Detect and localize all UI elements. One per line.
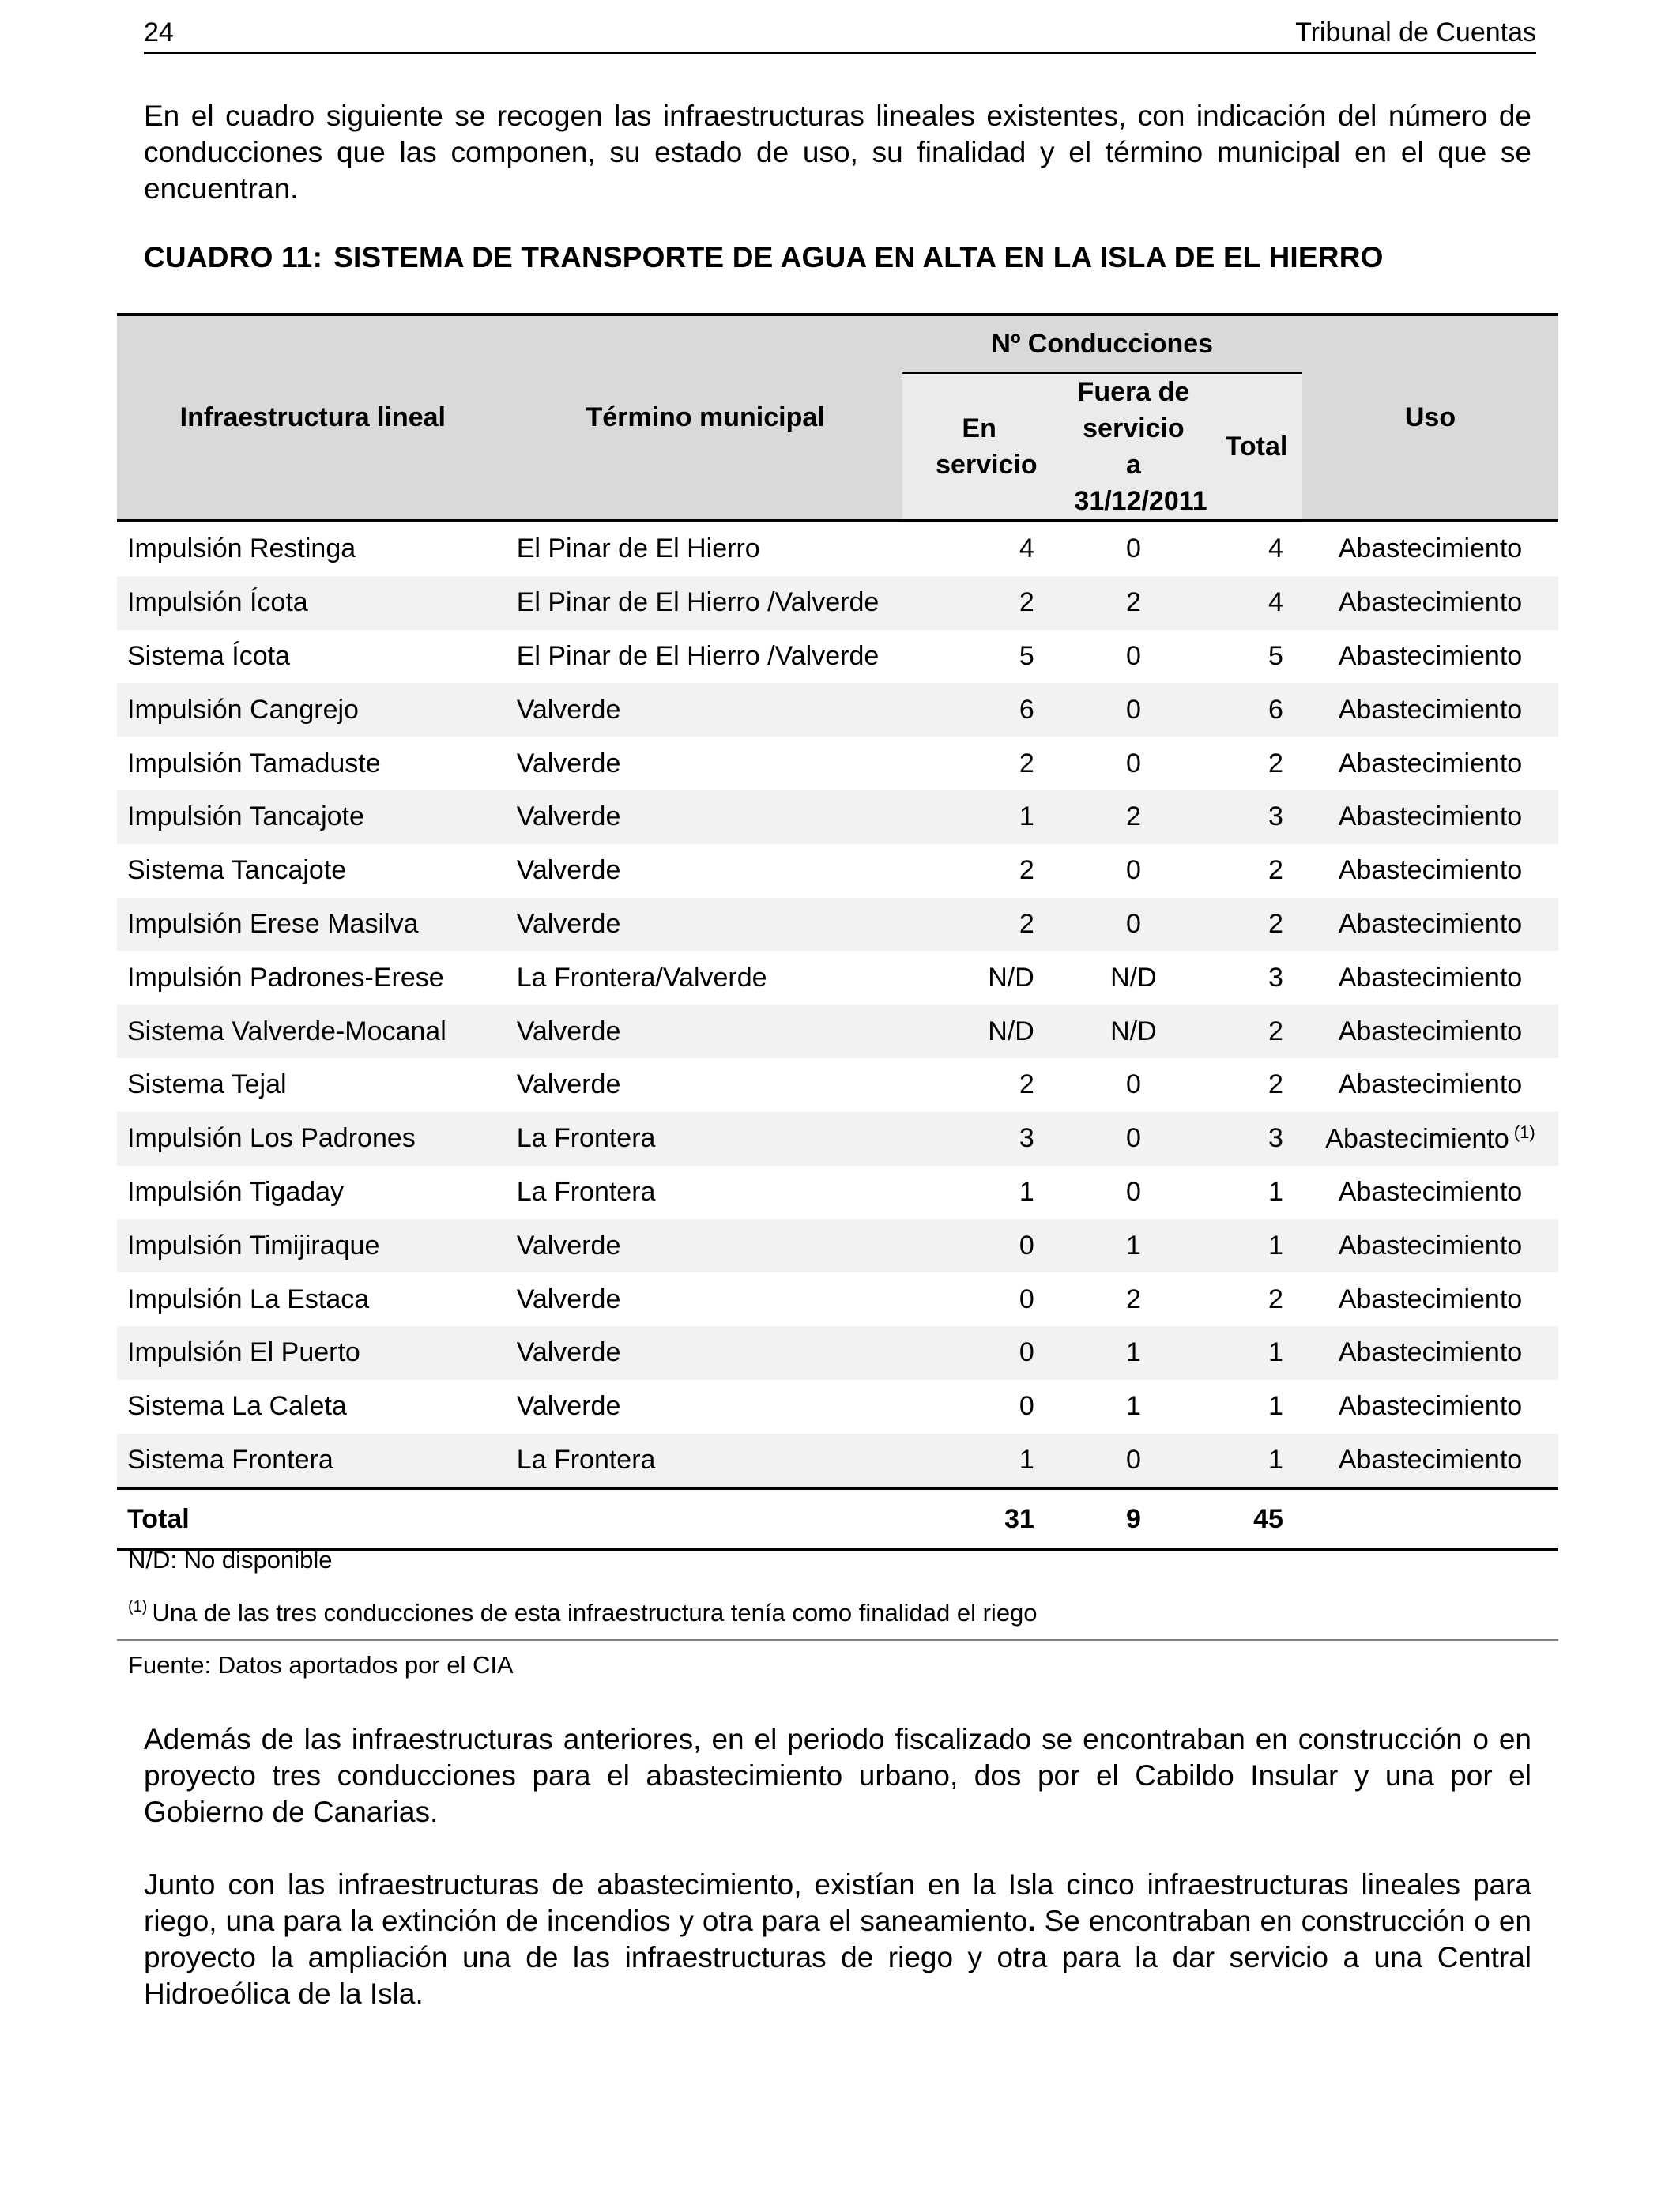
row-uso (1302, 1380, 1558, 1434)
table-title (144, 241, 1384, 274)
row-uso-text: Abastecimiento (1338, 1284, 1523, 1314)
table-row (117, 521, 1558, 576)
header-termino: Término municipal (509, 315, 902, 521)
row-fuera-servicio: 0 (1125, 1069, 1141, 1100)
table-row (117, 1112, 1558, 1166)
row-total: 2 (1268, 1284, 1283, 1314)
row-total: 3 (1211, 1112, 1302, 1166)
row-fuera-servicio: 0 (1125, 748, 1141, 778)
row-total: 2 (1211, 898, 1302, 952)
row-total: 2 (1268, 855, 1283, 886)
row-total: 2 (1211, 1005, 1302, 1058)
row-uso (1302, 683, 1558, 737)
row-total: 3 (1268, 962, 1283, 993)
row-name: Sistema La Caleta (127, 1391, 347, 1422)
row-name: Sistema Tejal (127, 1069, 287, 1100)
row-name: Sistema Frontera (117, 1434, 509, 1489)
row-name: Impulsión Cangrejo (117, 683, 509, 737)
table-title-text: SISTEMA DE TRANSPORTE DE AGUA EN ALTA EN LA ISLA DE EL HIERRO (333, 241, 1384, 273)
row-en-servicio: 1 (902, 1434, 1057, 1489)
row-total: 2 (1268, 1069, 1283, 1100)
table-row (117, 898, 1558, 952)
total-label: Total (117, 1488, 509, 1550)
row-fuera-servicio: 0 (1125, 640, 1141, 671)
table-row (117, 1219, 1558, 1272)
row-municipio: La Frontera (509, 1112, 902, 1166)
row-name: Impulsión El Puerto (117, 1326, 509, 1380)
total-fuera-servicio: 9 (1057, 1488, 1211, 1550)
table-number: CUADRO 11: (144, 241, 323, 273)
row-uso (1302, 737, 1558, 790)
row-uso-note: (1) (1513, 1122, 1535, 1143)
row-uso (1302, 898, 1558, 952)
row-municipio: Valverde (509, 1326, 902, 1380)
row-fuera-servicio: 1 (1125, 1391, 1141, 1422)
row-uso (1302, 521, 1558, 576)
row-en-servicio: 0 (902, 1219, 1057, 1272)
row-fuera-servicio: 2 (1057, 576, 1211, 630)
row-fuera-servicio: 0 (1057, 1434, 1211, 1489)
page-header (144, 16, 1536, 54)
row-uso (1302, 630, 1558, 684)
total-total: 45 (1211, 1488, 1302, 1550)
row-uso (1302, 576, 1558, 630)
table-body (117, 521, 1558, 1488)
table-row (117, 1434, 1558, 1489)
row-total: 6 (1211, 683, 1302, 737)
row-name: Impulsión Tamaduste (127, 748, 381, 778)
row-name: Impulsión Los Padrones (117, 1112, 509, 1166)
table-row (117, 844, 1558, 898)
row-fuera-servicio: 0 (1057, 1112, 1211, 1166)
water-transport-table (117, 313, 1558, 1551)
table-row (117, 1166, 1558, 1220)
row-uso-text: Abastecimiento (1338, 533, 1523, 564)
row-en-servicio: 4 (1019, 533, 1034, 564)
table-row (117, 1058, 1558, 1112)
table-row (117, 1272, 1558, 1326)
row-name: Impulsión Erese Masilva (117, 898, 509, 952)
row-uso (1302, 1112, 1558, 1166)
total-row (117, 1488, 1558, 1550)
paragraph-3-part1: Junto con las infraestructuras de abastecimiento, existían en la Isla cinco infraestructuras lineales para riego, una para la extinción de incendios y otra para el saneamiento (144, 1868, 1531, 1937)
row-municipio: Valverde (509, 790, 902, 844)
row-municipio: El Pinar de El Hierro /Valverde (516, 640, 880, 671)
row-uso-text: Abastecimiento (1338, 1069, 1523, 1100)
row-total: 1 (1268, 1176, 1283, 1207)
row-fuera-servicio: 2 (1125, 1284, 1141, 1314)
table-row (117, 1326, 1558, 1380)
row-fuera-servicio: 0 (1057, 683, 1211, 737)
row-name: Impulsión La Estaca (127, 1284, 370, 1314)
row-name: Impulsión Restinga (127, 533, 356, 564)
row-fuera-servicio: 2 (1057, 790, 1211, 844)
row-name: Impulsión Timijiraque (117, 1219, 509, 1272)
row-uso-text: Abastecimiento (1338, 587, 1523, 618)
paragraph-3 (144, 1867, 1531, 2012)
row-uso (1302, 790, 1558, 844)
source-divider (117, 1639, 1558, 1641)
row-uso-text: Abastecimiento (1338, 1391, 1523, 1422)
row-en-servicio: N/D (988, 962, 1034, 993)
row-fuera-servicio: 1 (1057, 1326, 1211, 1380)
row-uso (1302, 951, 1558, 1005)
total-en-servicio: 31 (902, 1488, 1057, 1550)
footnote (128, 1598, 1038, 1627)
row-municipio: La Frontera (509, 1434, 902, 1489)
header-en-servicio: En servicio (902, 373, 1057, 521)
row-municipio: Valverde (516, 748, 621, 778)
row-name: Impulsión Tancajote (117, 790, 509, 844)
row-uso-text: Abastecimiento (1338, 1176, 1523, 1207)
footnote-marker: (1) (128, 1598, 148, 1615)
row-uso-text: Abastecimiento (1338, 1230, 1523, 1261)
row-uso (1302, 1219, 1558, 1272)
row-en-servicio: 1 (902, 790, 1057, 844)
row-fuera-servicio: 0 (1057, 898, 1211, 952)
row-uso-text: Abastecimiento (1325, 1124, 1509, 1155)
row-total: 1 (1211, 1219, 1302, 1272)
row-uso-text: Abastecimiento (1338, 908, 1523, 939)
row-en-servicio: 0 (1019, 1391, 1034, 1422)
row-uso-text: Abastecimiento (1338, 640, 1523, 671)
row-uso-text: Abastecimiento (1338, 1444, 1523, 1475)
row-en-servicio: 0 (902, 1326, 1057, 1380)
table-row (117, 1005, 1558, 1058)
row-municipio: Valverde (516, 1284, 621, 1314)
row-en-servicio: 1 (1019, 1176, 1034, 1207)
row-name: Sistema Ícota (127, 640, 290, 671)
row-name: Sistema Tancajote (127, 855, 347, 886)
source-note: Fuente: Datos aportados por el CIA (128, 1651, 514, 1679)
row-en-servicio: 5 (1019, 640, 1034, 671)
row-total: 1 (1211, 1434, 1302, 1489)
row-municipio: La Frontera/Valverde (516, 962, 767, 993)
row-municipio: La Frontera (516, 1176, 656, 1207)
row-fuera-servicio: N/D (1110, 962, 1157, 993)
row-uso (1302, 1058, 1558, 1112)
row-municipio: Valverde (516, 1391, 621, 1422)
row-municipio: Valverde (509, 1219, 902, 1272)
paragraph-3-part2: Se encontraban en construcción o en proyecto la ampliación una de las infraestructuras de riego y otra para la dar servicio a una Central Hidroeólica de la Isla. (144, 1905, 1531, 2010)
row-en-servicio: 3 (902, 1112, 1057, 1166)
table-row (117, 951, 1558, 1005)
row-total: 1 (1211, 1326, 1302, 1380)
organization-name: Tribunal de Cuentas (1295, 17, 1536, 47)
row-fuera-servicio: 0 (1125, 1176, 1141, 1207)
header-infraestructura: Infraestructura lineal (117, 315, 509, 521)
row-total: 4 (1211, 576, 1302, 630)
row-name: Sistema Valverde-Mocanal (117, 1005, 509, 1058)
intro-paragraph: En el cuadro siguiente se recogen las infraestructuras lineales existentes, con indicación del número de conducciones que las componen, su estado de uso, su finalidad y el término municipal en el que se encuentran. (144, 100, 1531, 205)
row-uso-text: Abastecimiento (1338, 855, 1523, 886)
row-uso (1302, 1166, 1558, 1220)
row-municipio: El Pinar de El Hierro (516, 533, 760, 564)
nd-note: N/D: No disponible (128, 1546, 333, 1574)
row-name: Impulsión Ícota (117, 576, 509, 630)
row-en-servicio: 0 (1019, 1284, 1034, 1314)
row-uso-text: Abastecimiento (1338, 1016, 1523, 1046)
row-municipio: Valverde (509, 683, 902, 737)
row-uso (1302, 1434, 1558, 1489)
table-row (117, 630, 1558, 684)
header-total: Total (1211, 373, 1302, 521)
row-en-servicio: N/D (902, 1005, 1057, 1058)
row-municipio: El Pinar de El Hierro /Valverde (509, 576, 902, 630)
paragraph-3-bold: . (1027, 1905, 1036, 1937)
row-en-servicio: 6 (902, 683, 1057, 737)
row-municipio: Valverde (509, 898, 902, 952)
row-uso-text: Abastecimiento (1338, 748, 1523, 778)
row-fuera-servicio: 0 (1125, 855, 1141, 886)
row-total: 1 (1268, 1391, 1283, 1422)
table-row (117, 576, 1558, 630)
row-uso-text: Abastecimiento (1338, 1337, 1523, 1368)
row-name: Impulsión Padrones-Erese (127, 962, 444, 993)
row-uso-text: Abastecimiento (1338, 694, 1523, 725)
table-row (117, 737, 1558, 790)
row-en-servicio: 2 (1019, 1069, 1034, 1100)
table-row (117, 1380, 1558, 1434)
row-uso (1302, 1005, 1558, 1058)
footnote-text: Una de las tres conducciones de esta infraestructura tenía como finalidad el riego (152, 1599, 1038, 1627)
row-en-servicio: 2 (1019, 855, 1034, 886)
row-municipio: Valverde (509, 1005, 902, 1058)
row-uso (1302, 844, 1558, 898)
row-total: 4 (1268, 533, 1283, 564)
header-uso: Uso (1302, 315, 1558, 521)
row-total: 3 (1211, 790, 1302, 844)
row-en-servicio: 2 (1019, 748, 1034, 778)
row-fuera-servicio: 1 (1057, 1219, 1211, 1272)
header-fuera-servicio: Fuera de servicio a 31/12/2011 (1057, 373, 1211, 521)
row-uso (1302, 1272, 1558, 1326)
row-total: 2 (1268, 748, 1283, 778)
row-municipio: Valverde (516, 1069, 621, 1100)
row-total: 5 (1268, 640, 1283, 671)
table-row (117, 683, 1558, 737)
row-uso-text: Abastecimiento (1338, 962, 1523, 993)
row-municipio: Valverde (516, 855, 621, 886)
table-row (117, 790, 1558, 844)
row-en-servicio: 2 (902, 576, 1057, 630)
row-en-servicio: 2 (902, 898, 1057, 952)
paragraph-2: Además de las infraestructuras anteriores, en el periodo fiscalizado se encontraban en construcción o en proyecto tres conducciones para el abastecimiento urbano, dos por el Cabildo Insular y una por el Gobierno de Canarias. (144, 1723, 1531, 1828)
row-fuera-servicio: 0 (1125, 533, 1141, 564)
row-uso-text: Abastecimiento (1338, 801, 1523, 832)
row-uso (1302, 1326, 1558, 1380)
header-conducciones: Nº Conducciones (902, 315, 1302, 373)
page-number: 24 (144, 17, 174, 47)
row-fuera-servicio: N/D (1057, 1005, 1211, 1058)
row-name: Impulsión Tigaday (127, 1176, 345, 1207)
